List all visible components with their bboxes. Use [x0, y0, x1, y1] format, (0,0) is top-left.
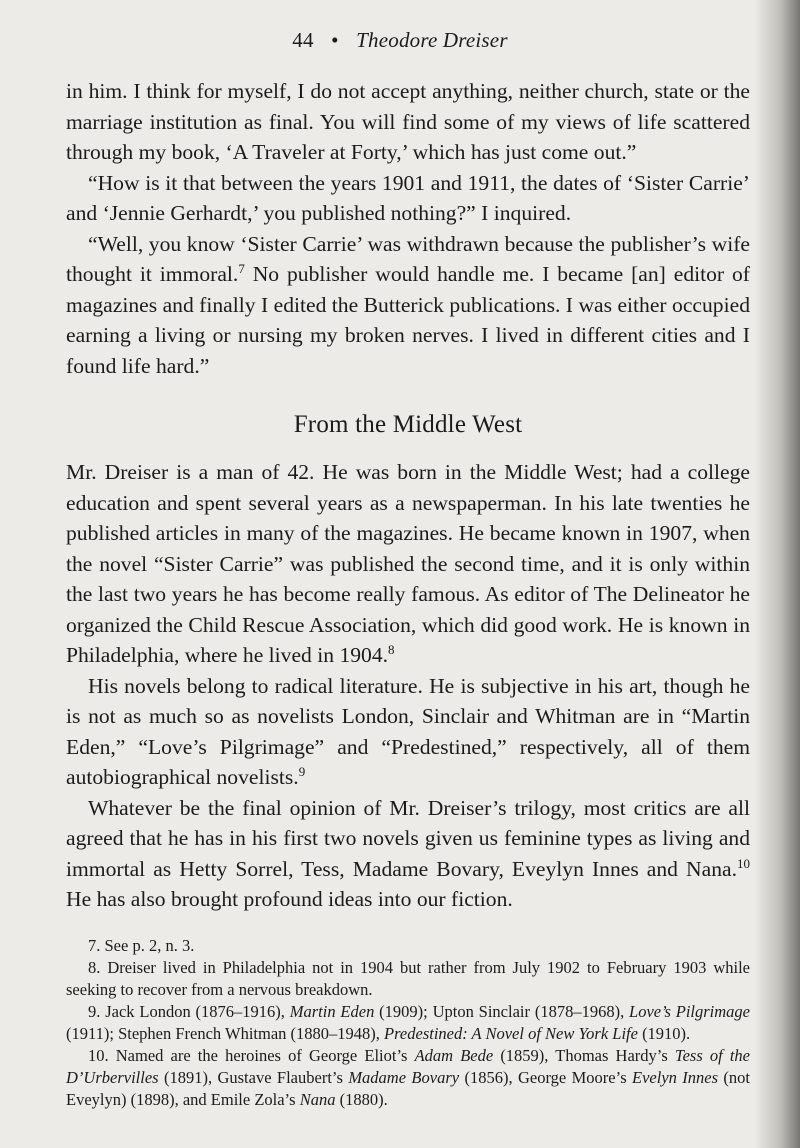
paragraph-question: “How is it that between the years 1901 and 1911, the dates of ‘Sister Carrie’ and ‘Jennie Gerhardt,’ you published nothing?” I inquired. [66, 170, 750, 225]
footnote-7: 7. See p. 2, n. 3. [88, 935, 195, 955]
footnote-ref-7: 7 [238, 260, 245, 276]
paragraph-trilogy [66, 793, 750, 915]
paragraph-biography [66, 457, 750, 671]
paragraph-novels [66, 671, 750, 793]
page-number: 44 [292, 28, 314, 52]
footnote-10 [66, 1045, 750, 1111]
footnotes [66, 935, 750, 1111]
footnote-8: 8. Dreiser lived in Philadelphia not in 1904 but rather from July 1902 to February 1903 while seeking to recover from a nervous breakdown. [66, 957, 750, 999]
footnote-10-text: (not Eveylyn) (1898), and Emile Zola’s [66, 1067, 750, 1109]
paragraph-answer-text-a: “Well, you know ‘Sister Carrie’ was withdrawn because the publisher’s wife thought it immoral. [66, 231, 750, 286]
paragraph-trilogy-text-b: He has also brought profound ideas into our fiction. [66, 887, 513, 911]
header-separator: • [331, 28, 339, 52]
paragraph-trilogy-text-a: Whatever be the final opinion of Mr. Dreiser’s trilogy, most critics are all agreed that he has in his first two novels given us feminine types as living and immortal as Hetty Sorrel, Tess, Madame Bovary, Eveylyn Innes and Nana. [66, 795, 750, 881]
footnote-10-text: (1856), George Moore’s [459, 1067, 633, 1087]
footnote-10-text: 10. Named are the heroines of George Eliot’s [88, 1045, 415, 1065]
footnote-10-text: (1880). [335, 1089, 388, 1109]
footnote-10-title-nana: Nana [299, 1089, 336, 1109]
running-header [0, 28, 800, 53]
footnote-10-title-evelyn-innes: Evelyn Innes [632, 1067, 719, 1087]
footnote-10-text: (1859), Thomas Hardy’s [493, 1045, 675, 1065]
page-body [66, 76, 750, 1111]
paragraph-continued: in him. I think for myself, I do not accept anything, neither church, state or the marriage institution as final. You will find some of my views of life scattered through my book, ‘A Traveler at Forty,’ which has just come out.” [66, 79, 750, 164]
running-title: Theodore Dreiser [356, 28, 508, 52]
paragraph-biography-text: Mr. Dreiser is a man of 42. He was born in the Middle West; had a college education and spent several years as a newspaperman. In his late twenties he published articles in many of the magazines. He became known in 1907, when the novel “Sister Carrie” was published the second time, and it is only within the last two years he has become really famous. As editor of The Delineator he organized the Child Rescue Association, which did good work. He is known in Philadelphia, where he lived in 1904. [66, 460, 750, 667]
footnote-9-text: (1910). [637, 1023, 691, 1043]
footnote-10-title-madame-bovary: Madame Bovary [348, 1067, 460, 1087]
footnote-9-text: (1911); Stephen French Whitman (1880–1948), [66, 1023, 385, 1043]
footnote-10-text: (1891), Gustave Flaubert’s [158, 1067, 349, 1087]
footnote-10-title-tess: Tess of the D’Urbervilles [66, 1045, 750, 1087]
footnote-ref-8: 8 [388, 641, 395, 657]
footnote-9-text: 9. Jack London (1876–1916), [88, 1001, 290, 1021]
footnote-9-title-predestined: Predestined: A Novel of New York Life [384, 1023, 638, 1043]
footnote-9-title-martin-eden: Martin Eden [289, 1001, 375, 1021]
footnote-9-text: (1909); Upton Sinclair (1878–1968), [374, 1001, 630, 1021]
footnote-ref-10: 10 [737, 855, 750, 871]
page-edge-shadow [754, 0, 800, 1148]
footnote-9 [66, 1001, 750, 1045]
footnote-ref-9: 9 [298, 763, 306, 779]
footnote-10-title-adam-bede: Adam Bede [414, 1045, 494, 1065]
paragraph-answer-text-b: No publisher would handle me. I became [an] editor of magazines and finally I edited the Butterick publications. I was either occupied earning a living or nursing my broken nerves. I lived in different cities and I found life hard.” [66, 262, 751, 378]
paragraph-novels-text: His novels belong to radical literature. He is subjective in his art, though he is not as much so as novelists London, Sinclair and Whitman are in “Martin Eden,” “Love’s Pilgrimage” and “Predestined,” respectively, all of them autobiographical novelists. [66, 673, 750, 789]
footnote-9-title-loves-pilgrimage: Love’s Pilgrimage [629, 1001, 750, 1021]
section-heading: From the Middle West [293, 411, 523, 438]
paragraph-answer [66, 229, 750, 382]
